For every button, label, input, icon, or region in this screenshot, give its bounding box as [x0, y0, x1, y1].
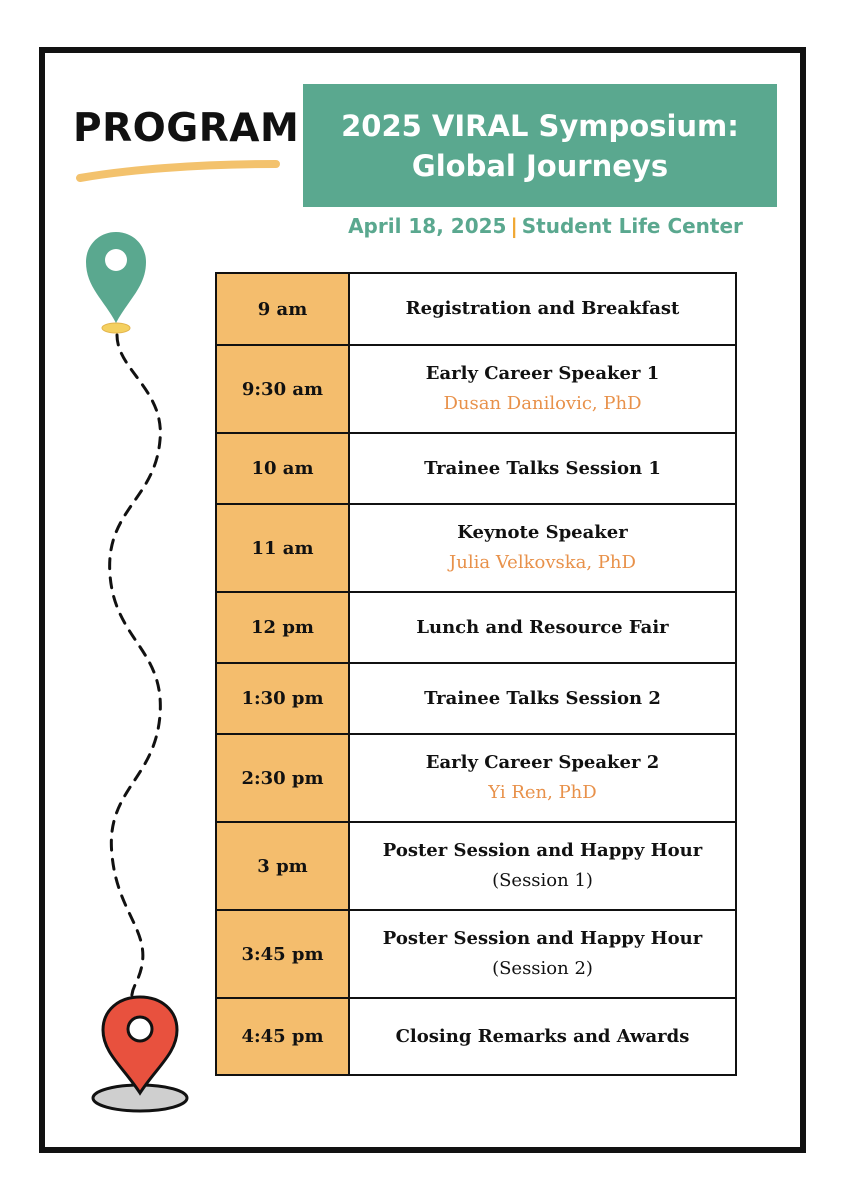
- schedule-row: [216, 273, 736, 345]
- schedule-time: 9 am: [216, 273, 349, 345]
- event-title: Trainee Talks Session 1: [424, 457, 661, 479]
- schedule-event: [349, 734, 736, 822]
- event-speaker: Yi Ren, PhD: [488, 782, 597, 803]
- schedule-time: 11 am: [216, 504, 349, 592]
- separator: |: [510, 214, 518, 238]
- schedule-time: 2:30 pm: [216, 734, 349, 822]
- schedule-row: [216, 998, 736, 1075]
- event-title: Poster Session and Happy Hour: [382, 928, 703, 949]
- schedule-time: 12 pm: [216, 592, 349, 663]
- schedule-event: [349, 592, 736, 663]
- event-title: Poster Session and Happy Hour: [382, 840, 703, 861]
- event-title: Closing Remarks and Awards: [395, 1025, 690, 1047]
- event-title: Lunch and Resource Fair: [416, 616, 669, 638]
- schedule-time: 3 pm: [216, 822, 349, 910]
- program-heading: PROGRAM: [73, 106, 300, 151]
- event-title: Early Career Speaker 1: [425, 363, 660, 384]
- schedule-time: 1:30 pm: [216, 663, 349, 734]
- event-venue: Student Life Center: [521, 214, 743, 238]
- event-title: Keynote Speaker: [457, 522, 628, 543]
- event-note: (Session 1): [492, 870, 593, 891]
- event-title-line-2: Global Journeys: [411, 148, 669, 183]
- schedule-time: 3:45 pm: [216, 910, 349, 998]
- schedule-row: [216, 345, 736, 433]
- schedule-row: [216, 663, 736, 734]
- schedule-event: [349, 663, 736, 734]
- schedule-table: [215, 272, 737, 1076]
- event-title: Trainee Talks Session 2: [424, 687, 661, 709]
- schedule-row: [216, 822, 736, 910]
- schedule-time: 4:45 pm: [216, 998, 349, 1075]
- event-speaker: Julia Velkovska, PhD: [449, 552, 636, 573]
- schedule-row: [216, 504, 736, 592]
- schedule-event: [349, 998, 736, 1075]
- schedule-time: 10 am: [216, 433, 349, 504]
- schedule-row: [216, 433, 736, 504]
- schedule-event: [349, 910, 736, 998]
- event-title: Early Career Speaker 2: [425, 752, 660, 773]
- schedule-event: [349, 345, 736, 433]
- event-speaker: Dusan Danilovic, PhD: [443, 393, 642, 414]
- schedule-event: [349, 504, 736, 592]
- schedule-event: [349, 822, 736, 910]
- end-location-pin-icon: [93, 997, 187, 1111]
- start-location-pin-icon: [86, 232, 146, 333]
- schedule-event: [349, 433, 736, 504]
- schedule-event: [349, 273, 736, 345]
- schedule-row: [216, 592, 736, 663]
- schedule-time: 9:30 am: [216, 345, 349, 433]
- event-title: Registration and Breakfast: [405, 298, 680, 319]
- event-title-line-1: 2025 VIRAL Symposium:: [341, 108, 739, 143]
- schedule-row: [216, 910, 736, 998]
- schedule-row: [216, 734, 736, 822]
- event-note: (Session 2): [492, 958, 593, 979]
- event-date: April 18, 2025: [348, 214, 507, 238]
- dashed-route-path: [110, 335, 161, 1010]
